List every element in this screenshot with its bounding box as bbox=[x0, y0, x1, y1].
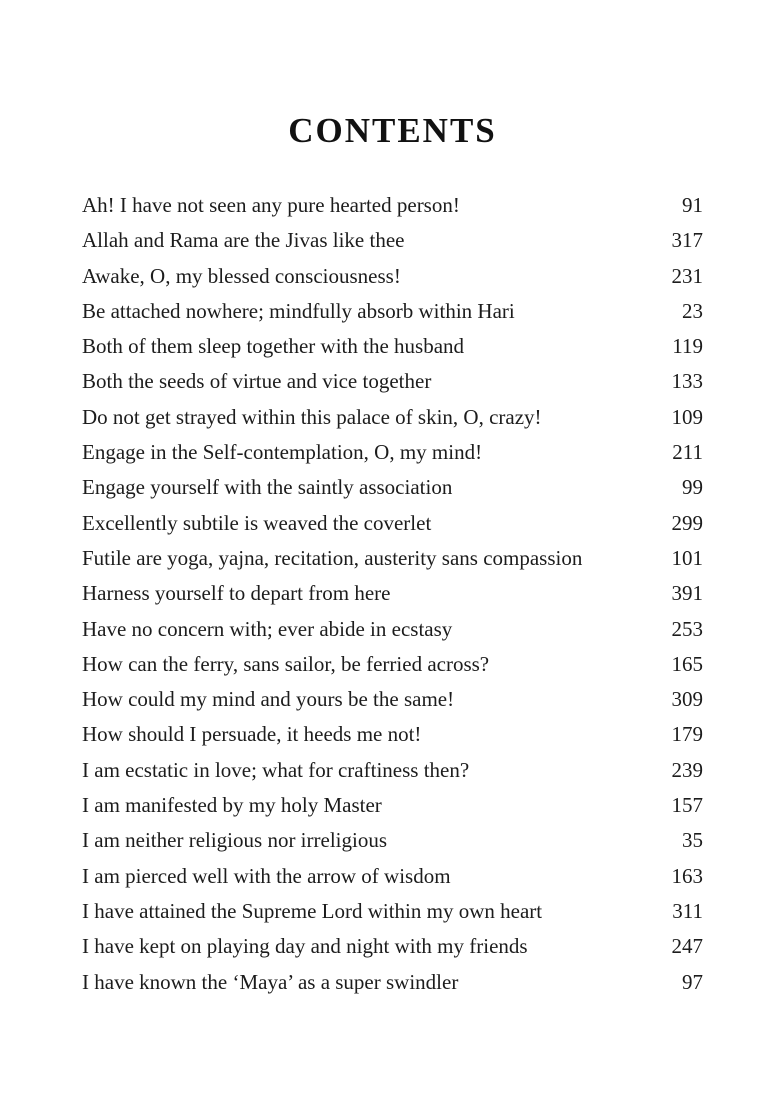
toc-entry bbox=[82, 647, 703, 682]
toc-entry bbox=[82, 965, 703, 1000]
toc-entry bbox=[82, 470, 703, 505]
toc-entry-title: Futile are yoga, yajna, recitation, austerity sans compassion bbox=[82, 545, 583, 570]
toc-entry-page-number: 247 bbox=[671, 934, 703, 959]
toc-entry bbox=[82, 717, 703, 752]
toc-entry bbox=[82, 259, 703, 294]
toc-entry bbox=[82, 223, 703, 258]
toc-entry-title: How can the ferry, sans sailor, be ferried across? bbox=[82, 651, 490, 676]
toc-entry bbox=[82, 188, 703, 223]
toc-entry-page-number: 231 bbox=[671, 263, 703, 288]
toc-entry bbox=[82, 682, 703, 717]
toc-entry-page-number: 35 bbox=[682, 828, 703, 853]
toc-entry-page-number: 253 bbox=[671, 616, 703, 641]
toc-entry-title: I am pierced well with the arrow of wisdom bbox=[82, 863, 451, 888]
toc-entry-title: Both of them sleep together with the husband bbox=[82, 334, 465, 359]
toc-entry-page-number: 109 bbox=[671, 404, 703, 429]
toc-entry bbox=[82, 294, 703, 329]
toc-entry-title: Do not get strayed within this palace of skin, O, crazy! bbox=[82, 404, 542, 429]
toc-entry-page-number: 97 bbox=[682, 969, 703, 994]
toc-entry bbox=[82, 506, 703, 541]
toc-entry-title: I am ecstatic in love; what for craftiness then? bbox=[82, 757, 470, 782]
toc-entry bbox=[82, 894, 703, 929]
toc-entry-title: Excellently subtile is weaved the coverlet bbox=[82, 510, 432, 535]
toc-entry-title: Be attached nowhere; mindfully absorb within Hari bbox=[82, 298, 515, 323]
toc-entry bbox=[82, 329, 703, 364]
toc-entry-page-number: 101 bbox=[671, 545, 703, 570]
toc-entry-title: I have kept on playing day and night with my friends bbox=[82, 934, 528, 959]
toc-entry-page-number: 391 bbox=[671, 581, 703, 606]
page-title: CONTENTS bbox=[288, 111, 497, 150]
toc-entry bbox=[82, 753, 703, 788]
toc-entry-page-number: 309 bbox=[671, 687, 703, 712]
toc-entry bbox=[82, 435, 703, 470]
toc-entry-page-number: 299 bbox=[671, 510, 703, 535]
toc-entry-title: How could my mind and yours be the same! bbox=[82, 687, 455, 712]
toc-entry-page-number: 91 bbox=[682, 193, 703, 217]
toc-entry-page-number: 179 bbox=[671, 722, 703, 747]
toc-entry bbox=[82, 859, 703, 894]
toc-entry-page-number: 239 bbox=[671, 757, 703, 782]
toc-entry-title: Both the seeds of virtue and vice together bbox=[82, 369, 432, 394]
toc-entry-title: Ah! I have not seen any pure hearted person! bbox=[82, 193, 460, 217]
toc-list bbox=[82, 188, 703, 1000]
toc-entry-page-number: 133 bbox=[671, 369, 703, 394]
toc-entry-title: I have known the ‘Maya’ as a super swindler bbox=[82, 969, 459, 994]
toc-entry bbox=[82, 576, 703, 611]
toc-entry bbox=[82, 400, 703, 435]
toc-entry-page-number: 99 bbox=[682, 475, 703, 500]
toc-entry bbox=[82, 929, 703, 964]
toc-entry-page-number: 23 bbox=[682, 298, 703, 323]
toc-entry-page-number: 157 bbox=[671, 793, 703, 818]
toc-entry-page-number: 211 bbox=[672, 440, 703, 465]
toc-entry-page-number: 163 bbox=[671, 863, 703, 888]
toc-entry bbox=[82, 364, 703, 399]
toc-entry-title: I am neither religious nor irreligious bbox=[82, 828, 388, 853]
toc-entry-title: Engage in the Self-contemplation, O, my mind! bbox=[82, 440, 483, 465]
toc-entry-title: Awake, O, my blessed consciousness! bbox=[82, 263, 401, 288]
toc-entry bbox=[82, 788, 703, 823]
toc-entry-title: Harness yourself to depart from here bbox=[82, 581, 391, 606]
toc-entry-title: How should I persuade, it heeds me not! bbox=[82, 722, 422, 747]
toc-entry bbox=[82, 612, 703, 647]
toc-entry-page-number: 317 bbox=[671, 228, 703, 253]
toc-entry-title: I have attained the Supreme Lord within my own heart bbox=[82, 898, 543, 923]
toc-entry bbox=[82, 823, 703, 858]
toc-entry bbox=[82, 541, 703, 576]
toc-entry-page-number: 165 bbox=[671, 651, 703, 676]
toc-entry-title: Allah and Rama are the Jivas like thee bbox=[82, 228, 405, 253]
toc-entry-title: Engage yourself with the saintly association bbox=[82, 475, 453, 500]
toc-entry-page-number: 119 bbox=[672, 334, 703, 359]
toc-entry-title: I am manifested by my holy Master bbox=[82, 793, 382, 818]
toc-entry-page-number: 311 bbox=[672, 898, 703, 923]
toc-entry-title: Have no concern with; ever abide in ecstasy bbox=[82, 616, 453, 641]
